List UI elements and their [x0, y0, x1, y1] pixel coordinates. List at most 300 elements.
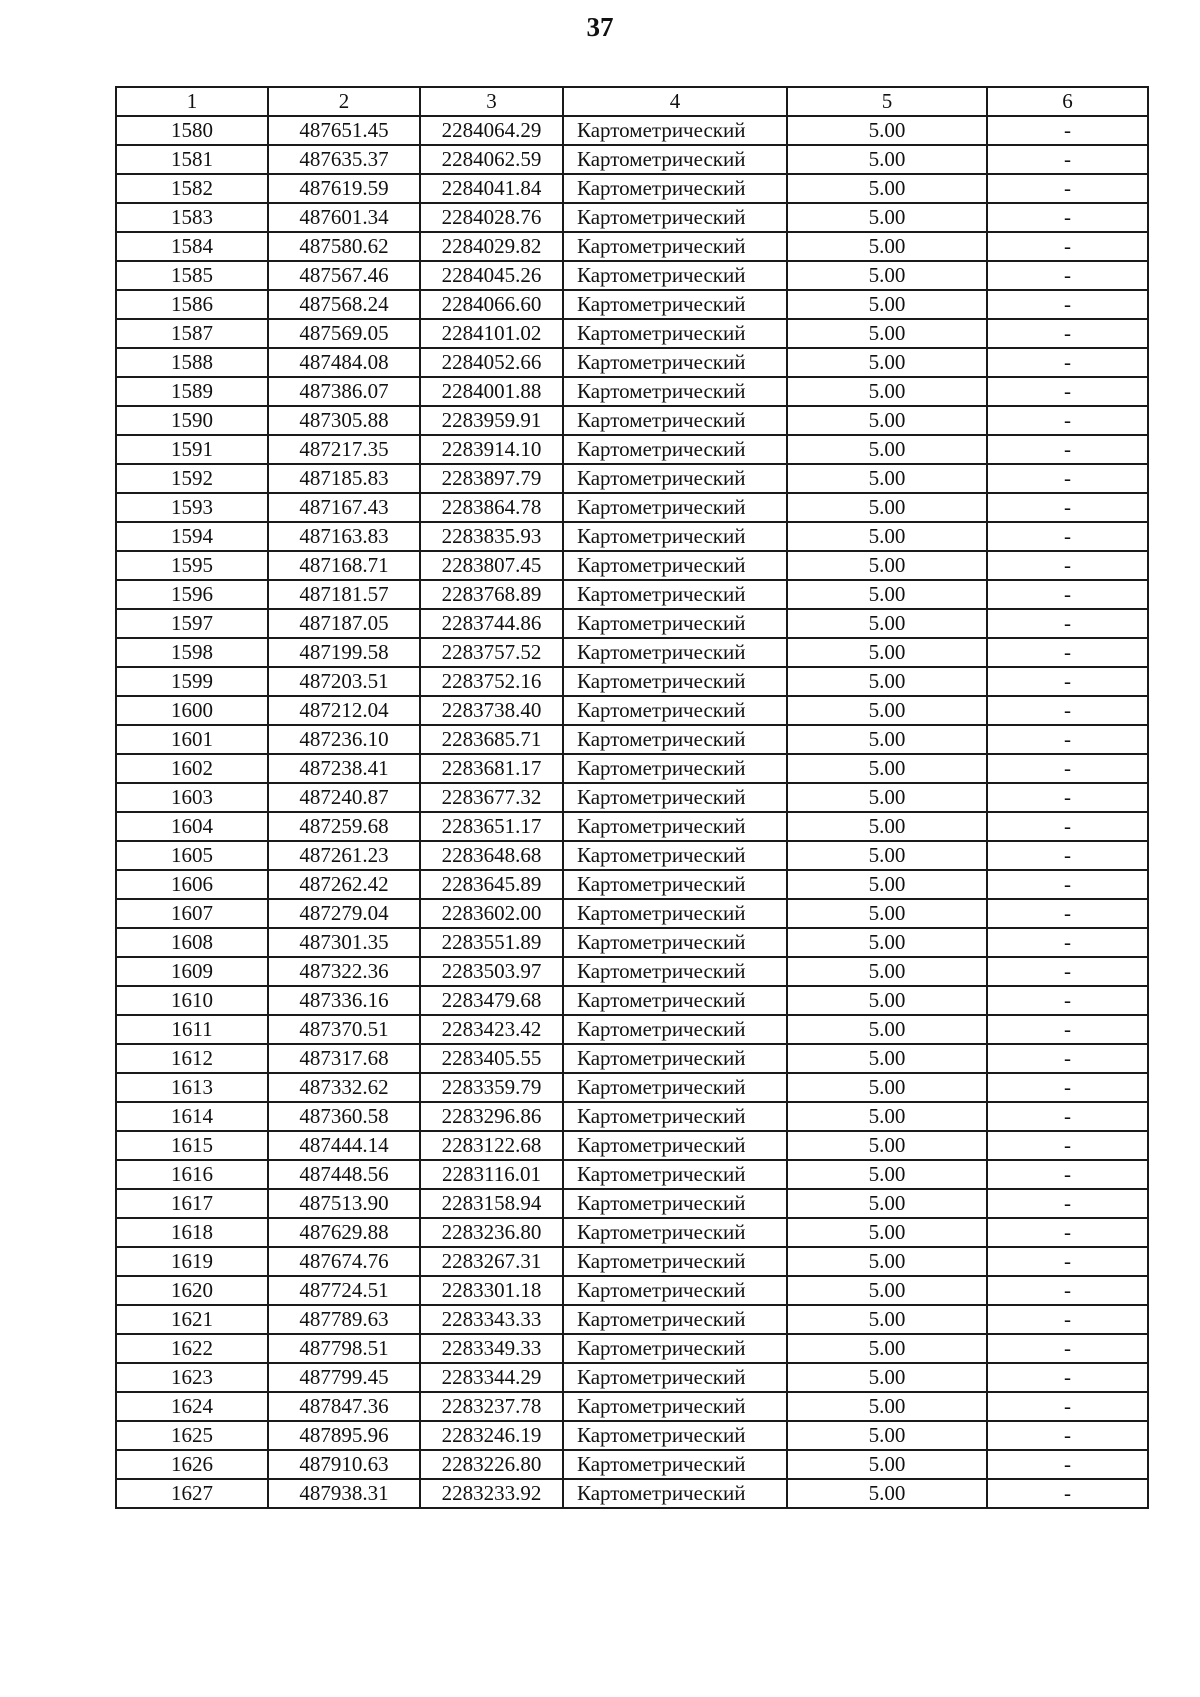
y-coordinate-cell: 2284101.02	[420, 319, 563, 348]
accuracy-cell: 5.00	[787, 638, 987, 667]
note-cell: -	[987, 696, 1148, 725]
note-cell: -	[987, 116, 1148, 145]
x-coordinate-cell: 487240.87	[268, 783, 420, 812]
accuracy-cell: 5.00	[787, 899, 987, 928]
table-row	[116, 435, 1148, 464]
note-cell: -	[987, 174, 1148, 203]
accuracy-cell: 5.00	[787, 290, 987, 319]
method-cell: Картометрический	[563, 493, 787, 522]
x-coordinate-cell: 487199.58	[268, 638, 420, 667]
point-number-cell: 1609	[116, 957, 268, 986]
y-coordinate-cell: 2283158.94	[420, 1189, 563, 1218]
y-coordinate-cell: 2284028.76	[420, 203, 563, 232]
x-coordinate-cell: 487336.16	[268, 986, 420, 1015]
point-number-cell: 1600	[116, 696, 268, 725]
x-coordinate-cell: 487167.43	[268, 493, 420, 522]
method-cell: Картометрический	[563, 667, 787, 696]
method-cell: Картометрический	[563, 638, 787, 667]
accuracy-cell: 5.00	[787, 232, 987, 261]
y-coordinate-cell: 2283122.68	[420, 1131, 563, 1160]
accuracy-cell: 5.00	[787, 551, 987, 580]
column-header: 1	[116, 87, 268, 116]
table-row	[116, 667, 1148, 696]
column-header: 5	[787, 87, 987, 116]
accuracy-cell: 5.00	[787, 754, 987, 783]
accuracy-cell: 5.00	[787, 203, 987, 232]
table-row	[116, 812, 1148, 841]
accuracy-cell: 5.00	[787, 174, 987, 203]
y-coordinate-cell: 2284066.60	[420, 290, 563, 319]
x-coordinate-cell: 487629.88	[268, 1218, 420, 1247]
method-cell: Картометрический	[563, 899, 787, 928]
note-cell: -	[987, 522, 1148, 551]
point-number-cell: 1585	[116, 261, 268, 290]
y-coordinate-cell: 2283405.55	[420, 1044, 563, 1073]
point-number-cell: 1589	[116, 377, 268, 406]
accuracy-cell: 5.00	[787, 812, 987, 841]
note-cell: -	[987, 232, 1148, 261]
method-cell: Картометрический	[563, 1450, 787, 1479]
x-coordinate-cell: 487568.24	[268, 290, 420, 319]
point-number-cell: 1605	[116, 841, 268, 870]
table-row	[116, 348, 1148, 377]
method-cell: Картометрический	[563, 580, 787, 609]
note-cell: -	[987, 1218, 1148, 1247]
x-coordinate-cell: 487444.14	[268, 1131, 420, 1160]
table-row	[116, 1334, 1148, 1363]
accuracy-cell: 5.00	[787, 522, 987, 551]
point-number-cell: 1587	[116, 319, 268, 348]
point-number-cell: 1584	[116, 232, 268, 261]
table-row	[116, 1131, 1148, 1160]
accuracy-cell: 5.00	[787, 319, 987, 348]
accuracy-cell: 5.00	[787, 870, 987, 899]
accuracy-cell: 5.00	[787, 116, 987, 145]
y-coordinate-cell: 2283685.71	[420, 725, 563, 754]
method-cell: Картометрический	[563, 1102, 787, 1131]
table-row	[116, 725, 1148, 754]
note-cell: -	[987, 377, 1148, 406]
point-number-cell: 1606	[116, 870, 268, 899]
note-cell: -	[987, 1450, 1148, 1479]
method-cell: Картометрический	[563, 609, 787, 638]
table-row	[116, 261, 1148, 290]
method-cell: Картометрический	[563, 406, 787, 435]
y-coordinate-cell: 2283301.18	[420, 1276, 563, 1305]
method-cell: Картометрический	[563, 1015, 787, 1044]
accuracy-cell: 5.00	[787, 928, 987, 957]
x-coordinate-cell: 487580.62	[268, 232, 420, 261]
y-coordinate-cell: 2283423.42	[420, 1015, 563, 1044]
table-row	[116, 1276, 1148, 1305]
method-cell: Картометрический	[563, 1131, 787, 1160]
note-cell: -	[987, 203, 1148, 232]
y-coordinate-cell: 2283681.17	[420, 754, 563, 783]
table-row	[116, 1102, 1148, 1131]
method-cell: Картометрический	[563, 1305, 787, 1334]
y-coordinate-cell: 2283246.19	[420, 1421, 563, 1450]
note-cell: -	[987, 986, 1148, 1015]
x-coordinate-cell: 487262.42	[268, 870, 420, 899]
point-number-cell: 1582	[116, 174, 268, 203]
note-cell: -	[987, 638, 1148, 667]
x-coordinate-cell: 487261.23	[268, 841, 420, 870]
method-cell: Картометрический	[563, 725, 787, 754]
point-number-cell: 1608	[116, 928, 268, 957]
point-number-cell: 1610	[116, 986, 268, 1015]
table-body	[116, 116, 1148, 1508]
table-row	[116, 232, 1148, 261]
y-coordinate-cell: 2283602.00	[420, 899, 563, 928]
accuracy-cell: 5.00	[787, 435, 987, 464]
accuracy-cell: 5.00	[787, 1392, 987, 1421]
method-cell: Картометрический	[563, 1160, 787, 1189]
method-cell: Картометрический	[563, 1189, 787, 1218]
accuracy-cell: 5.00	[787, 406, 987, 435]
point-number-cell: 1602	[116, 754, 268, 783]
method-cell: Картометрический	[563, 551, 787, 580]
note-cell: -	[987, 1334, 1148, 1363]
table-row	[116, 928, 1148, 957]
table-row	[116, 1392, 1148, 1421]
point-number-cell: 1588	[116, 348, 268, 377]
table-row	[116, 145, 1148, 174]
method-cell: Картометрический	[563, 957, 787, 986]
y-coordinate-cell: 2283677.32	[420, 783, 563, 812]
y-coordinate-cell: 2284052.66	[420, 348, 563, 377]
method-cell: Картометрический	[563, 1363, 787, 1392]
page-number: 37	[586, 12, 614, 42]
table-row	[116, 377, 1148, 406]
table-row	[116, 290, 1148, 319]
point-number-cell: 1595	[116, 551, 268, 580]
y-coordinate-cell: 2283344.29	[420, 1363, 563, 1392]
table-row	[116, 1044, 1148, 1073]
x-coordinate-cell: 487370.51	[268, 1015, 420, 1044]
accuracy-cell: 5.00	[787, 1015, 987, 1044]
y-coordinate-cell: 2283757.52	[420, 638, 563, 667]
note-cell: -	[987, 348, 1148, 377]
note-cell: -	[987, 1160, 1148, 1189]
y-coordinate-cell: 2284064.29	[420, 116, 563, 145]
accuracy-cell: 5.00	[787, 1479, 987, 1508]
note-cell: -	[987, 899, 1148, 928]
table-row	[116, 319, 1148, 348]
x-coordinate-cell: 487567.46	[268, 261, 420, 290]
x-coordinate-cell: 487724.51	[268, 1276, 420, 1305]
y-coordinate-cell: 2283267.31	[420, 1247, 563, 1276]
accuracy-cell: 5.00	[787, 1102, 987, 1131]
y-coordinate-cell: 2283226.80	[420, 1450, 563, 1479]
y-coordinate-cell: 2283116.01	[420, 1160, 563, 1189]
table-header	[116, 87, 1148, 116]
table-row	[116, 580, 1148, 609]
point-number-cell: 1611	[116, 1015, 268, 1044]
note-cell: -	[987, 551, 1148, 580]
accuracy-cell: 5.00	[787, 1305, 987, 1334]
note-cell: -	[987, 1305, 1148, 1334]
note-cell: -	[987, 870, 1148, 899]
accuracy-cell: 5.00	[787, 1044, 987, 1073]
table-row	[116, 696, 1148, 725]
accuracy-cell: 5.00	[787, 1247, 987, 1276]
note-cell: -	[987, 464, 1148, 493]
table-row	[116, 1363, 1148, 1392]
point-number-cell: 1607	[116, 899, 268, 928]
table-row	[116, 1189, 1148, 1218]
x-coordinate-cell: 487322.36	[268, 957, 420, 986]
point-number-cell: 1625	[116, 1421, 268, 1450]
point-number-cell: 1613	[116, 1073, 268, 1102]
x-coordinate-cell: 487217.35	[268, 435, 420, 464]
table-row	[116, 1015, 1148, 1044]
y-coordinate-cell: 2284045.26	[420, 261, 563, 290]
point-number-cell: 1623	[116, 1363, 268, 1392]
note-cell: -	[987, 841, 1148, 870]
x-coordinate-cell: 487601.34	[268, 203, 420, 232]
note-cell: -	[987, 725, 1148, 754]
table-row	[116, 609, 1148, 638]
note-cell: -	[987, 319, 1148, 348]
note-cell: -	[987, 261, 1148, 290]
y-coordinate-cell: 2284062.59	[420, 145, 563, 174]
accuracy-cell: 5.00	[787, 145, 987, 174]
method-cell: Картометрический	[563, 261, 787, 290]
y-coordinate-cell: 2283645.89	[420, 870, 563, 899]
point-number-cell: 1618	[116, 1218, 268, 1247]
x-coordinate-cell: 487635.37	[268, 145, 420, 174]
note-cell: -	[987, 1363, 1148, 1392]
method-cell: Картометрический	[563, 754, 787, 783]
note-cell: -	[987, 609, 1148, 638]
x-coordinate-cell: 487895.96	[268, 1421, 420, 1450]
accuracy-cell: 5.00	[787, 667, 987, 696]
table-row	[116, 406, 1148, 435]
y-coordinate-cell: 2284029.82	[420, 232, 563, 261]
y-coordinate-cell: 2283752.16	[420, 667, 563, 696]
method-cell: Картометрический	[563, 986, 787, 1015]
accuracy-cell: 5.00	[787, 580, 987, 609]
method-cell: Картометрический	[563, 1218, 787, 1247]
x-coordinate-cell: 487236.10	[268, 725, 420, 754]
point-number-cell: 1604	[116, 812, 268, 841]
x-coordinate-cell: 487187.05	[268, 609, 420, 638]
method-cell: Картометрический	[563, 290, 787, 319]
method-cell: Картометрический	[563, 783, 787, 812]
point-number-cell: 1614	[116, 1102, 268, 1131]
y-coordinate-cell: 2283897.79	[420, 464, 563, 493]
table-row	[116, 1160, 1148, 1189]
point-number-cell: 1593	[116, 493, 268, 522]
x-coordinate-cell: 487212.04	[268, 696, 420, 725]
method-cell: Картометрический	[563, 1276, 787, 1305]
accuracy-cell: 5.00	[787, 609, 987, 638]
x-coordinate-cell: 487203.51	[268, 667, 420, 696]
accuracy-cell: 5.00	[787, 1073, 987, 1102]
table-row	[116, 638, 1148, 667]
point-number-cell: 1597	[116, 609, 268, 638]
note-cell: -	[987, 1392, 1148, 1421]
table-row	[116, 203, 1148, 232]
accuracy-cell: 5.00	[787, 261, 987, 290]
point-number-cell: 1620	[116, 1276, 268, 1305]
note-cell: -	[987, 406, 1148, 435]
y-coordinate-cell: 2283349.33	[420, 1334, 563, 1363]
note-cell: -	[987, 580, 1148, 609]
x-coordinate-cell: 487317.68	[268, 1044, 420, 1073]
note-cell: -	[987, 1276, 1148, 1305]
x-coordinate-cell: 487301.35	[268, 928, 420, 957]
x-coordinate-cell: 487513.90	[268, 1189, 420, 1218]
table-row	[116, 493, 1148, 522]
y-coordinate-cell: 2283738.40	[420, 696, 563, 725]
method-cell: Картометрический	[563, 232, 787, 261]
point-number-cell: 1619	[116, 1247, 268, 1276]
column-header: 6	[987, 87, 1148, 116]
note-cell: -	[987, 928, 1148, 957]
y-coordinate-cell: 2283807.45	[420, 551, 563, 580]
accuracy-cell: 5.00	[787, 1363, 987, 1392]
x-coordinate-cell: 487674.76	[268, 1247, 420, 1276]
note-cell: -	[987, 1189, 1148, 1218]
x-coordinate-cell: 487332.62	[268, 1073, 420, 1102]
point-number-cell: 1580	[116, 116, 268, 145]
y-coordinate-cell: 2283296.86	[420, 1102, 563, 1131]
x-coordinate-cell: 487163.83	[268, 522, 420, 551]
x-coordinate-cell: 487279.04	[268, 899, 420, 928]
accuracy-cell: 5.00	[787, 725, 987, 754]
method-cell: Картометрический	[563, 377, 787, 406]
point-number-cell: 1615	[116, 1131, 268, 1160]
point-number-cell: 1594	[116, 522, 268, 551]
point-number-cell: 1617	[116, 1189, 268, 1218]
table-row	[116, 899, 1148, 928]
accuracy-cell: 5.00	[787, 841, 987, 870]
method-cell: Картометрический	[563, 696, 787, 725]
y-coordinate-cell: 2283343.33	[420, 1305, 563, 1334]
x-coordinate-cell: 487386.07	[268, 377, 420, 406]
method-cell: Картометрический	[563, 1421, 787, 1450]
accuracy-cell: 5.00	[787, 464, 987, 493]
point-number-cell: 1612	[116, 1044, 268, 1073]
point-number-cell: 1586	[116, 290, 268, 319]
y-coordinate-cell: 2283551.89	[420, 928, 563, 957]
note-cell: -	[987, 1015, 1148, 1044]
point-number-cell: 1627	[116, 1479, 268, 1508]
point-number-cell: 1591	[116, 435, 268, 464]
accuracy-cell: 5.00	[787, 348, 987, 377]
method-cell: Картометрический	[563, 870, 787, 899]
y-coordinate-cell: 2283651.17	[420, 812, 563, 841]
accuracy-cell: 5.00	[787, 1450, 987, 1479]
method-cell: Картометрический	[563, 1392, 787, 1421]
table-row	[116, 1421, 1148, 1450]
x-coordinate-cell: 487484.08	[268, 348, 420, 377]
y-coordinate-cell: 2283359.79	[420, 1073, 563, 1102]
x-coordinate-cell: 487181.57	[268, 580, 420, 609]
note-cell: -	[987, 1102, 1148, 1131]
y-coordinate-cell: 2283237.78	[420, 1392, 563, 1421]
point-number-cell: 1590	[116, 406, 268, 435]
accuracy-cell: 5.00	[787, 957, 987, 986]
table-row	[116, 1218, 1148, 1247]
accuracy-cell: 5.00	[787, 1334, 987, 1363]
method-cell: Картометрический	[563, 116, 787, 145]
x-coordinate-cell: 487448.56	[268, 1160, 420, 1189]
note-cell: -	[987, 1479, 1148, 1508]
x-coordinate-cell: 487185.83	[268, 464, 420, 493]
x-coordinate-cell: 487847.36	[268, 1392, 420, 1421]
accuracy-cell: 5.00	[787, 986, 987, 1015]
note-cell: -	[987, 1247, 1148, 1276]
x-coordinate-cell: 487651.45	[268, 116, 420, 145]
method-cell: Картометрический	[563, 1247, 787, 1276]
table-row	[116, 1073, 1148, 1102]
column-header: 2	[268, 87, 420, 116]
method-cell: Картометрический	[563, 145, 787, 174]
note-cell: -	[987, 1131, 1148, 1160]
header-row	[116, 87, 1148, 116]
table-row	[116, 1305, 1148, 1334]
table-row	[116, 551, 1148, 580]
point-number-cell: 1603	[116, 783, 268, 812]
table-row	[116, 841, 1148, 870]
y-coordinate-cell: 2283768.89	[420, 580, 563, 609]
accuracy-cell: 5.00	[787, 1421, 987, 1450]
coordinates-table	[115, 86, 1149, 1509]
method-cell: Картометрический	[563, 174, 787, 203]
method-cell: Картометрический	[563, 812, 787, 841]
method-cell: Картометрический	[563, 319, 787, 348]
point-number-cell: 1626	[116, 1450, 268, 1479]
accuracy-cell: 5.00	[787, 1189, 987, 1218]
method-cell: Картометрический	[563, 928, 787, 957]
y-coordinate-cell: 2283864.78	[420, 493, 563, 522]
table-row	[116, 1247, 1148, 1276]
note-cell: -	[987, 812, 1148, 841]
accuracy-cell: 5.00	[787, 493, 987, 522]
table-row	[116, 870, 1148, 899]
x-coordinate-cell: 487938.31	[268, 1479, 420, 1508]
note-cell: -	[987, 754, 1148, 783]
table-row	[116, 754, 1148, 783]
x-coordinate-cell: 487798.51	[268, 1334, 420, 1363]
note-cell: -	[987, 1421, 1148, 1450]
point-number-cell: 1596	[116, 580, 268, 609]
y-coordinate-cell: 2284041.84	[420, 174, 563, 203]
x-coordinate-cell: 487360.58	[268, 1102, 420, 1131]
method-cell: Картометрический	[563, 522, 787, 551]
note-cell: -	[987, 957, 1148, 986]
table-row	[116, 783, 1148, 812]
method-cell: Картометрический	[563, 1334, 787, 1363]
accuracy-cell: 5.00	[787, 1160, 987, 1189]
point-number-cell: 1583	[116, 203, 268, 232]
column-header: 4	[563, 87, 787, 116]
method-cell: Картометрический	[563, 203, 787, 232]
x-coordinate-cell: 487259.68	[268, 812, 420, 841]
accuracy-cell: 5.00	[787, 1131, 987, 1160]
y-coordinate-cell: 2283744.86	[420, 609, 563, 638]
method-cell: Картометрический	[563, 435, 787, 464]
y-coordinate-cell: 2283835.93	[420, 522, 563, 551]
accuracy-cell: 5.00	[787, 1276, 987, 1305]
table-row	[116, 986, 1148, 1015]
y-coordinate-cell: 2283233.92	[420, 1479, 563, 1508]
note-cell: -	[987, 435, 1148, 464]
method-cell: Картометрический	[563, 348, 787, 377]
point-number-cell: 1592	[116, 464, 268, 493]
